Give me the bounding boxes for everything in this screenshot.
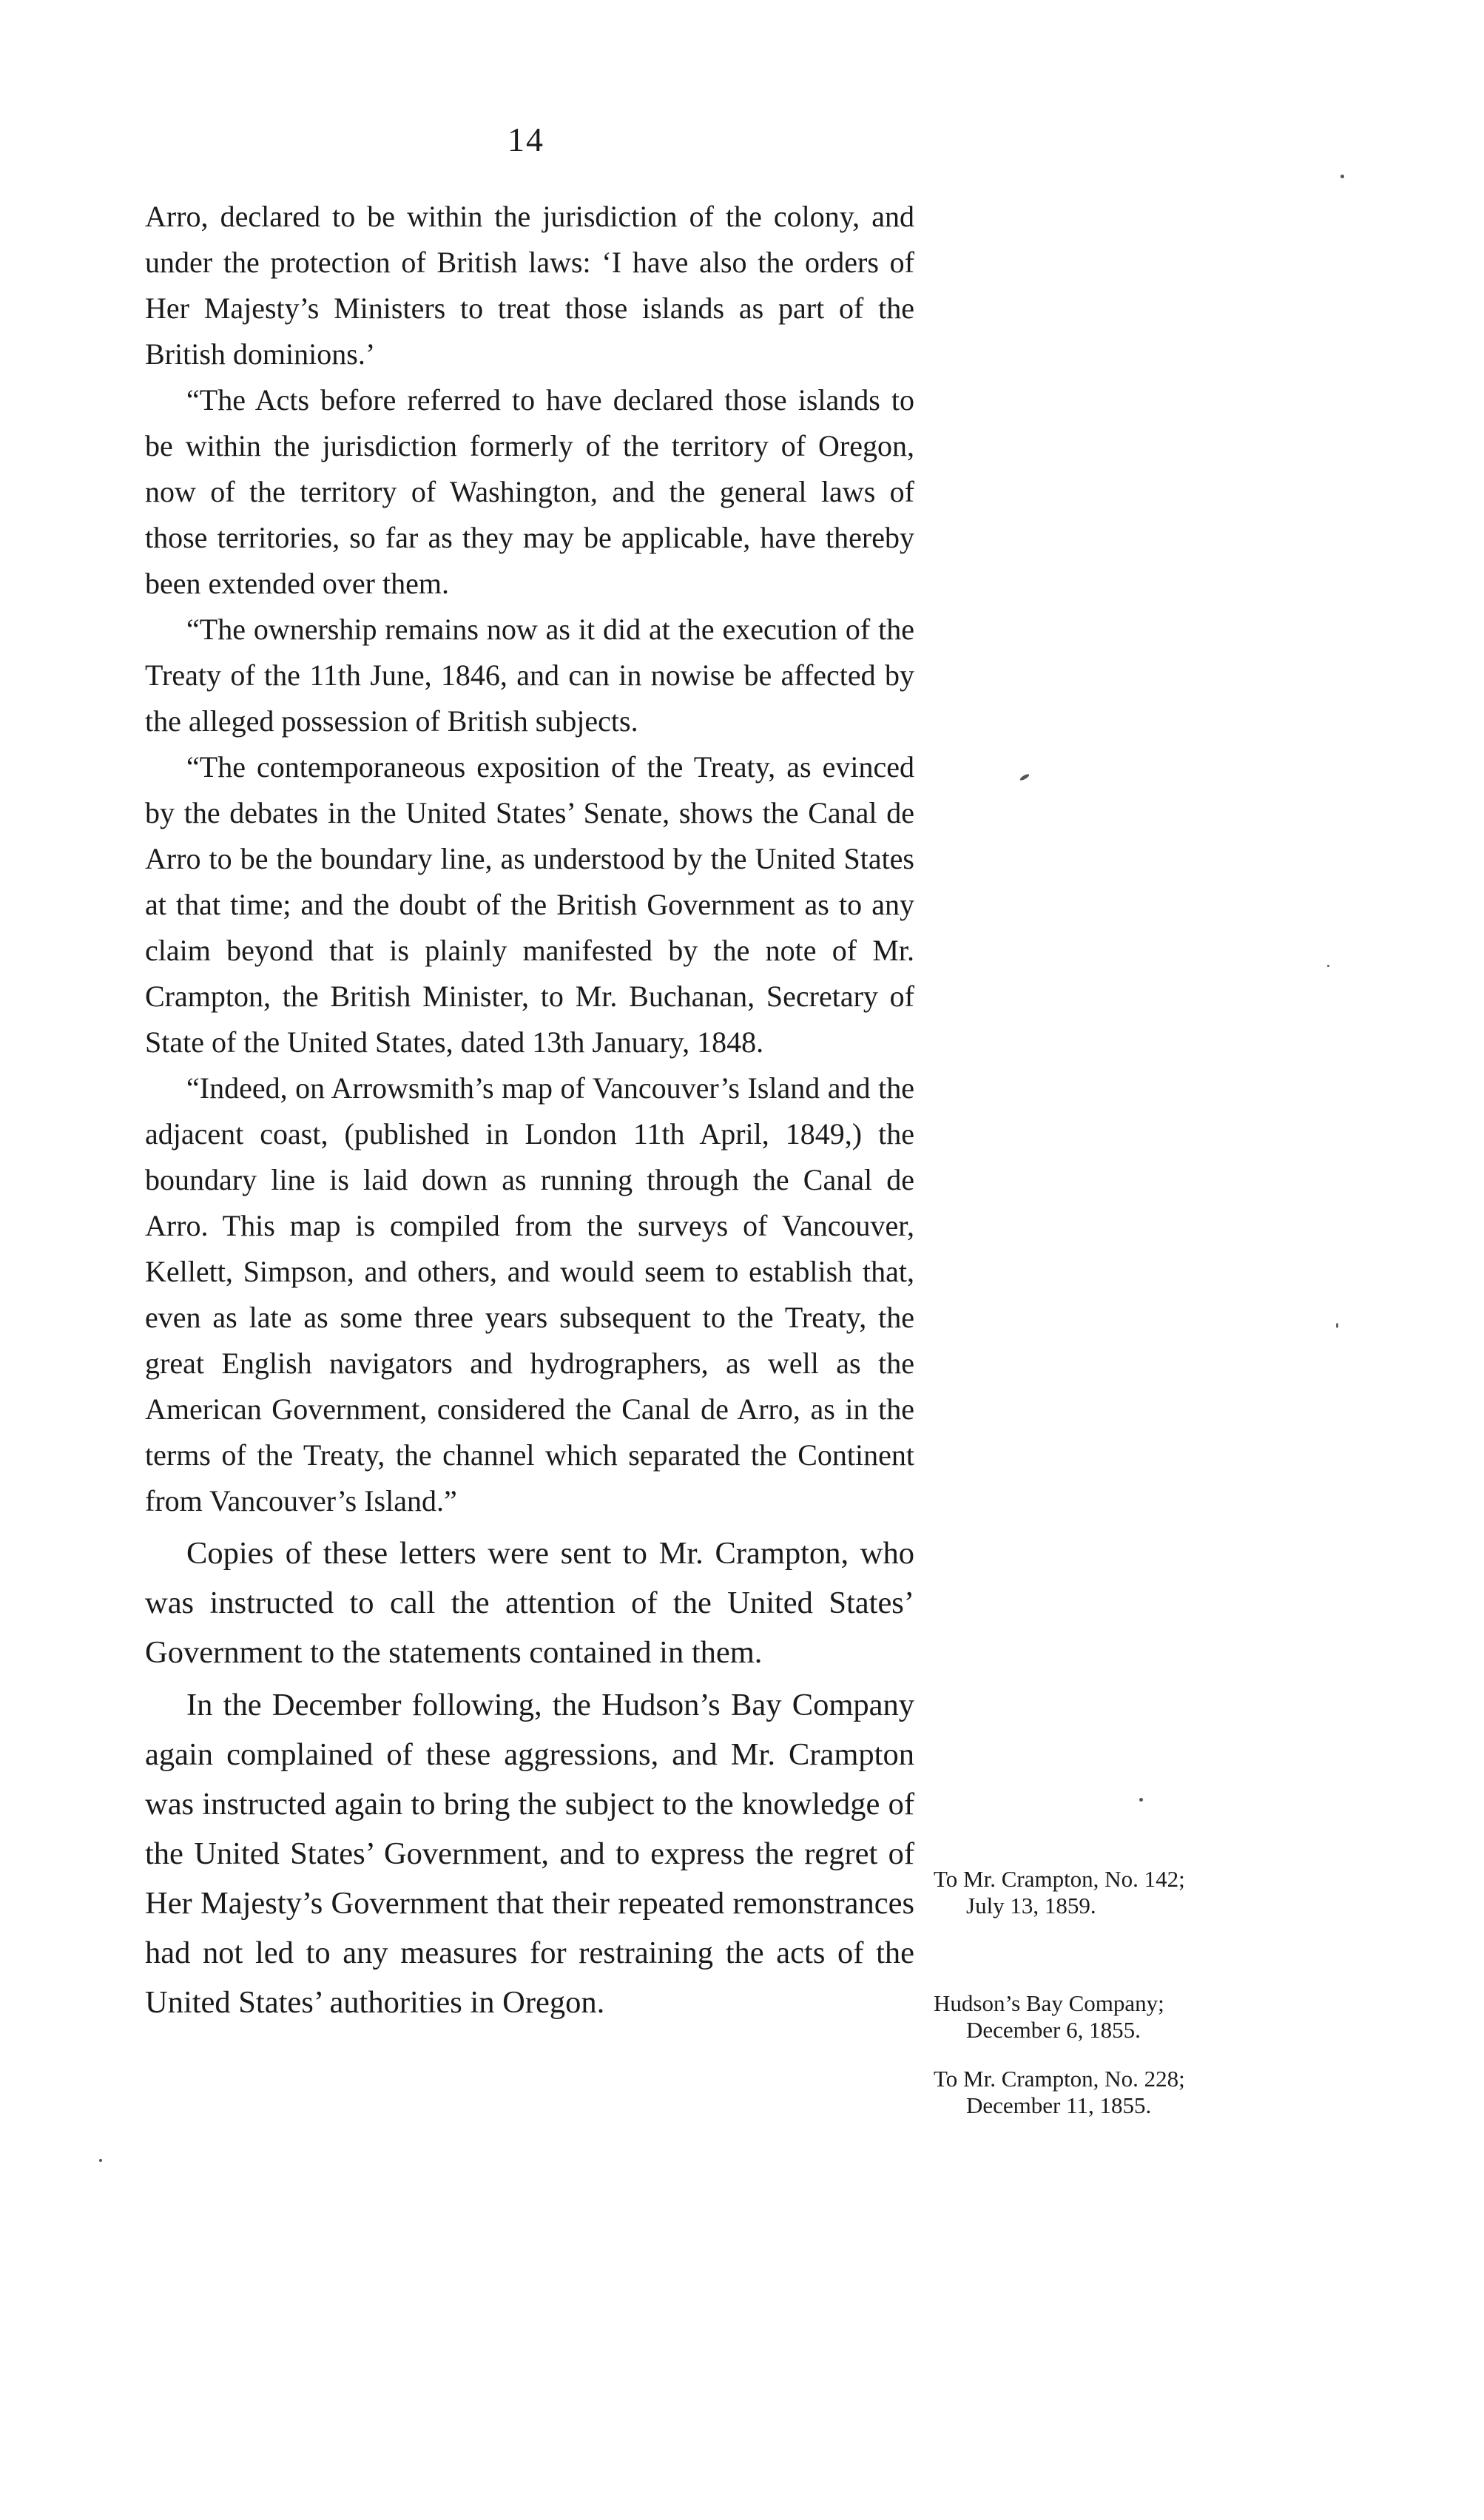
scan-speck bbox=[1019, 773, 1031, 781]
scan-speck bbox=[1327, 965, 1329, 967]
paragraph-arrowsmith-map: “Indeed, on Arrowsmith’s map of Vancouver’s Island and the adjacent coast, (published in London 11th April, 1849,) the boundary line is laid down as running through the Canal de Arro. This map is compiled from the surveys of Vancouver, Kellett, Simpson, and others, and would seem to establish that, even as late as some three years subsequent to the Treaty, the great English navigators and hydrographers, as well as the American Government, considered the Canal de Arro, as in the terms of the Treaty, the channel which separated the Continent from Vancouver’s Island.” bbox=[145, 1071, 914, 1517]
margin-note-source: Hudson’s Bay Company; bbox=[934, 1990, 1164, 2016]
paragraph-continued-quote: Arro, declared to be within the jurisdiction of the colony, and under the protection of British laws: ‘I have also the orders of Her Majesty’s Ministers to treat those islands as part of the British dominions.’ bbox=[145, 200, 914, 371]
margin-note-recipient: To Mr. Crampton, No. 228; bbox=[934, 2066, 1185, 2092]
paragraph-contemporaneous-exposition: “The contemporaneous exposition of the Treaty, as evinced by the debates in the United States’ Senate, shows the Canal de Arro to be the boundary line, as understood by the United States at that time; and the doubt of the British Government as to any claim beyond that is plainly manifested by the note of Mr. Crampton, the British Minister, to Mr. Buchanan, Secretary of State of the United States, dated 13th January, 1848. bbox=[145, 750, 914, 1059]
paragraph-copies-sent: Copies of these letters were sent to Mr. Crampton, who was instructed to call the attention of the United States’ Government to the statements contained in them. bbox=[145, 1536, 914, 1670]
main-text-column bbox=[145, 194, 914, 2027]
paragraph-december-following: In the December following, the Hudson’s Bay Company again complained of these aggressions, and Mr. Crampton was instructed again to bring the subject to the knowledge of the United States’ Government, and to express the regret of Her Majesty’s Government that their repeated remonstrances had not led to any measures for restraining the acts of the United States’ authorities in Oregon. bbox=[145, 1688, 914, 2020]
scan-speck bbox=[1139, 1798, 1143, 1802]
paragraph-ownership: “The ownership remains now as it did at the execution of the Treaty of the 11th June, 1846, and can in nowise be affected by the alleged possession of British subjects. bbox=[145, 613, 914, 738]
margin-note-crampton-142 bbox=[934, 1866, 1274, 1919]
scan-speck bbox=[99, 2159, 102, 2162]
margin-note-date: July 13, 1859. bbox=[966, 1893, 1096, 1918]
margin-note-hudsons-bay-company bbox=[934, 1990, 1274, 2044]
margin-note-date: December 6, 1855. bbox=[966, 2017, 1141, 2043]
margin-note-date: December 11, 1855. bbox=[966, 2092, 1152, 2118]
paragraph-acts-referred: “The Acts before referred to have declared those islands to be within the jurisdiction formerly of the territory of Oregon, now of the territory of Washington, and the general laws of those territories, so far as they may be applicable, have thereby been extended over them. bbox=[145, 383, 914, 600]
scan-speck bbox=[1340, 175, 1344, 178]
page-number: 14 bbox=[507, 121, 544, 158]
margin-note-crampton-228 bbox=[934, 2066, 1274, 2119]
scan-speck bbox=[1336, 1323, 1338, 1328]
margin-note-recipient: To Mr. Crampton, No. 142; bbox=[934, 1866, 1185, 1892]
